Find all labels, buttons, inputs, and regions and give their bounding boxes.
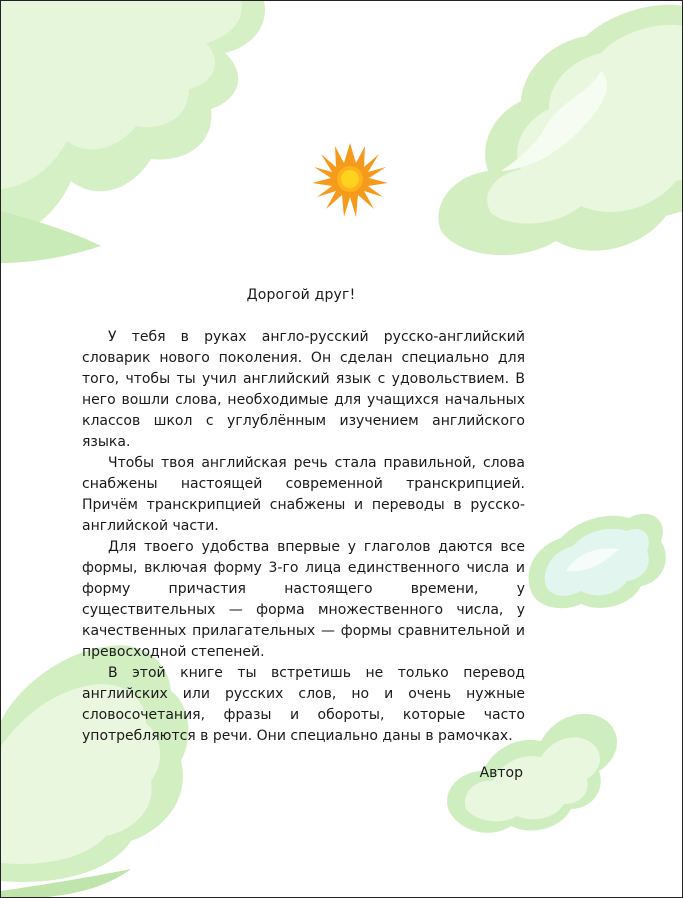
cloud-icon xyxy=(529,514,666,608)
letter-greeting: Дорогой друг! xyxy=(246,287,356,303)
letter-paragraph: У тебя в руках англо-русский русско-английский словарик нового поколения. Он сделан специально для того, чтобы ты учил английский язык с удовольствием. В него вошли слова, необходимые для учащихся начальных классов школ с углублённым изучением английского языка. xyxy=(82,329,525,450)
letter-paragraph: Для твоего удобства впервые у глаголов даются все формы, включая форму 3-го лица единственного числа и форму причастия настоящего времени, у существительных — форма множественного числа, у качественных прилагательных — формы сравнительной и превосходной степеней. xyxy=(82,539,525,660)
letter-paragraph: Чтобы твоя английская речь стала правильной, слова снабжены настоящей современной транскрипцией. Причём транскрипцией снабжены и переводы в русско-английской части. xyxy=(82,455,525,534)
letter-body xyxy=(82,327,525,747)
sun-icon xyxy=(312,143,388,217)
cloud-icon xyxy=(1,1,265,263)
letter-paragraph: В этой книге ты встретишь не только перевод английских или русских слов, но и очень нужные словосочетания, фразы и обороты, которые часто употребляются в речи. Они специально даны в рамочках. xyxy=(82,665,525,744)
cloud-icon xyxy=(438,5,683,256)
letter-signature: Автор xyxy=(479,765,523,781)
